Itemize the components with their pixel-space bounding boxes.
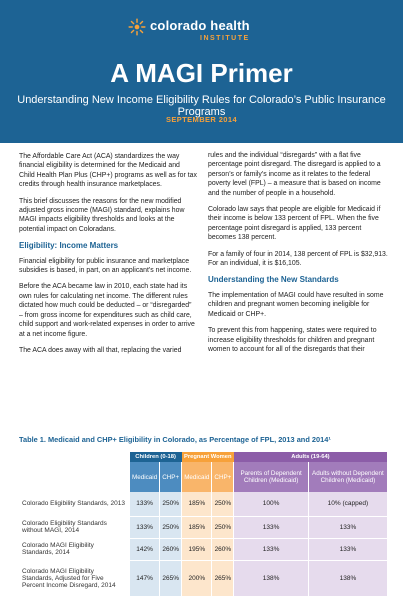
column-header: CHP+ bbox=[160, 462, 182, 492]
table-cell: 142% bbox=[130, 538, 160, 560]
row-label: Colorado MAGI Eligibility Standards, Adjusted for Five Percent Income Disregard, 2014 bbox=[20, 560, 130, 596]
paragraph: The implementation of MAGI could have resulted in some children and pregnant women becoming ineligible for Medicaid or CHP+. bbox=[208, 291, 384, 318]
table-cell: 250% bbox=[160, 516, 182, 538]
table-cell: 195% bbox=[182, 538, 212, 560]
paragraph: Colorado law says that people are eligible for Medicaid if their income is below 133 percent of FPL. When the five percentage point disregard is applied, 133 percent becomes 138 percent. bbox=[208, 206, 381, 242]
paragraph: The ACA does away with all that, replacing the varied bbox=[19, 346, 182, 354]
logo-name: colorado health bbox=[150, 18, 250, 33]
eligibility-table bbox=[19, 452, 387, 597]
table-cell: 200% bbox=[182, 560, 212, 596]
row-label: Colorado Eligibility Standards, 2013 bbox=[20, 492, 130, 516]
paragraph: Financial eligibility for public insurance and marketplace subsidies is based, in part, on an applicant’s net income. bbox=[19, 257, 192, 275]
table-cell: 133% bbox=[234, 516, 308, 538]
sunburst-logo-icon bbox=[128, 18, 146, 36]
table-cell: 250% bbox=[160, 492, 182, 516]
table-cell: 138% bbox=[234, 560, 308, 596]
paragraph: This brief discusses the reasons for the new modified adjusted gross income (MAGI) standard, explains how MAGI impacts eligibility thresholds and looks at the potential impact on Coloradans. bbox=[19, 197, 185, 233]
table-cell: 133% bbox=[308, 538, 387, 560]
logo-subtitle: INSTITUTE bbox=[200, 35, 250, 42]
group-header-children: Children (0-18) bbox=[130, 452, 182, 462]
right-column bbox=[208, 151, 388, 361]
table-row bbox=[20, 492, 388, 516]
table-row bbox=[20, 516, 388, 538]
table-row bbox=[20, 538, 388, 560]
paragraph: rules and the individual “disregards” with a flat five percentage point disregard. The disregard is applied to a person’s or family’s income as it relates to the federal poverty level (FPL) – a measure that is based on income and the number of people in a household. bbox=[208, 152, 381, 197]
page-subtitle: Understanding New Income Eligibility Rules for Colorado’s Public Insurance Programs bbox=[17, 94, 386, 118]
table-cell: 265% bbox=[160, 560, 182, 596]
table-cell: 265% bbox=[212, 560, 234, 596]
table-cell: 185% bbox=[182, 516, 212, 538]
paragraph: Before the ACA became law in 2010, each state had its own rules for calculating net income. The different rules dictated how much could be deducted – or “disregarded” – from gross income for expenditures such as child care, child support and work-related expenses in order to arrive at a net income figure. bbox=[19, 283, 195, 338]
table-cell: 185% bbox=[182, 492, 212, 516]
left-column bbox=[19, 152, 197, 362]
column-header: CHP+ bbox=[212, 462, 234, 492]
row-label: Colorado Eligibility Standards without MAGI, 2014 bbox=[20, 516, 130, 538]
table-corner bbox=[20, 452, 130, 462]
column-header: Medicaid bbox=[130, 462, 160, 492]
publication-date: SEPTEMBER 2014 bbox=[165, 115, 238, 124]
table-cell: 250% bbox=[212, 492, 234, 516]
table-cell: 133% bbox=[234, 538, 308, 560]
table-cell: 10% (capped) bbox=[308, 492, 387, 516]
page-title: A MAGI Primer bbox=[110, 58, 293, 88]
table-cell: 100% bbox=[234, 492, 308, 516]
header-banner bbox=[0, 0, 403, 143]
group-header-adults: Adults (19-64) bbox=[234, 452, 387, 462]
row-label: Colorado MAGI Eligibility Standards, 2014 bbox=[20, 538, 130, 560]
paragraph: For a family of four in 2014, 138 percent of FPL is $32,913. For an individual, it is $16,105. bbox=[208, 250, 388, 268]
group-header-pregnant: Pregnant Women bbox=[182, 452, 234, 462]
table-cell: 147% bbox=[130, 560, 160, 596]
table-corner bbox=[20, 462, 130, 492]
column-header: Parents of Dependent Children (Medicaid) bbox=[234, 462, 308, 492]
table-title: Table 1. Medicaid and CHP+ Eligibility in Colorado, as Percentage of FPL, 2013 and 2014¹ bbox=[19, 435, 331, 444]
column-header: Adults without Dependent Children (Medicaid) bbox=[308, 462, 387, 492]
logo bbox=[128, 14, 278, 54]
paragraph: To prevent this from happening, states were required to increase eligibility thresholds for children and pregnant women to account for all of the disregards that their bbox=[208, 327, 377, 353]
table-cell: 133% bbox=[130, 516, 160, 538]
table-cell: 260% bbox=[160, 538, 182, 560]
table-row bbox=[20, 560, 388, 596]
table-cell: 133% bbox=[130, 492, 160, 516]
section-heading: Understanding the New Standards bbox=[208, 275, 339, 285]
table-cell: 138% bbox=[308, 560, 387, 596]
table-cell: 133% bbox=[308, 516, 387, 538]
table-cell: 260% bbox=[212, 538, 234, 560]
table-cell: 250% bbox=[212, 516, 234, 538]
section-heading: Eligibility: Income Matters bbox=[19, 241, 119, 251]
column-header: Medicaid bbox=[182, 462, 212, 492]
paragraph: The Affordable Care Act (ACA) standardizes the way financial eligibility is determined for the Medicaid and Child Health Plan Plus (CHP+) programs as well as for tax credits through health insurance marketplaces. bbox=[19, 153, 197, 189]
